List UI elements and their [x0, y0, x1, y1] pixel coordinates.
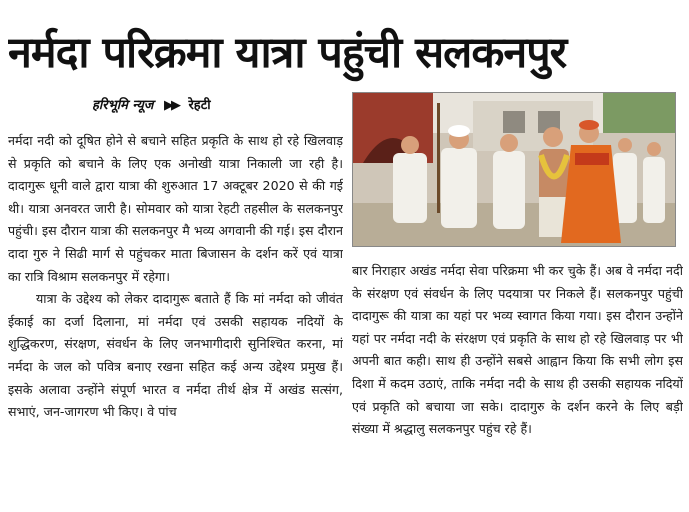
dateline — [92, 95, 211, 115]
headline: नर्मदा परिक्रमा यात्रा पहुंची सलकनपुर — [8, 28, 567, 78]
double-arrow-icon: ▶▶ — [163, 98, 178, 113]
article-column-right — [352, 260, 683, 508]
article-paragraph: यात्रा के उद्देश्य को लेकर दादागुरू बताते हैं कि मां नर्मदा को जीवंत ईकाई का दर्जा दिलाना, मां नर्मदा एवं उसकी सहायक नदियों के शुद्धिकरण, संरक्षण, संवर्धन के लिए जनभागीदारी सुनिश्चित करना, मां नर्मदा के जल को पवित्र बनाए रखना सहित कई अन्य उद्देश्य प्रमुख हैं। इसके अलावा उन्होंने संपूर्ण भारत व नर्मदा तीर्थ क्षेत्र में अखंड सत्संग, सभाएं, जन-जागरण भी किए। वे पांच — [8, 291, 343, 420]
article-column-left — [8, 130, 343, 508]
news-photo — [352, 92, 676, 247]
news-source: हरिभूमि न्यूज — [92, 98, 154, 113]
dateline-place: रेहटी — [188, 98, 211, 113]
article-paragraph: नर्मदा नदी को दूषित होने से बचाने सहित प्रकृति के साथ हो रहे खिलवाड़ से प्रकृति को बचाने के लिए एक अनोखी यात्रा निकाली जा रही है। दादागुरू धूनी वाले द्वारा यात्रा की शुरुआत 17 अक्टूबर 2020 से की गई थी। यात्रा अनवरत जारी है। सोमवार को यात्रा रेहटी तहसील के सलकनपुर पहुंची। इस दौरान यात्रा की सलकनपुर मै भव्य अगवानी की गई। इस दौरान दादा गुरु ने सिढी मार्ग से पहुंचकर माता बिजासन के दर्शन करें एवं यात्रा का रात्रि विश्राम सलकनपुर में रहेगा। — [8, 133, 343, 284]
article-paragraph: बार निराहार अखंड नर्मदा सेवा परिक्रमा भी कर चुके हैं। अब वे नर्मदा नदी के संरक्षण एवं संवर्धन के लिए पदयात्रा पर निकले हैं। सलकनपुर पहुंची दादागुरू की यात्रा का यहां पर भव्य स्वागत किया गया। इस दौरान उन्होंने यहां पर नर्मदा नदी के संरक्षण एवं प्रकृति के साथ हो रहे खिलवाड़ पर भी अपनी बात कही। साथ ही उन्होंने सबसे आह्वान किया कि सभी लोग इस दिशा में कदम उठाएं, ताकि नर्मदा नदी के साथ ही उसकी सहायक नदियों एवं प्रकृति को बचाया जा सके। दादागुरु के दर्शन करने के लिए बड़ी संख्या में श्रद्धालु सलकनपुर पहुंच रहे हैं। — [352, 263, 683, 437]
